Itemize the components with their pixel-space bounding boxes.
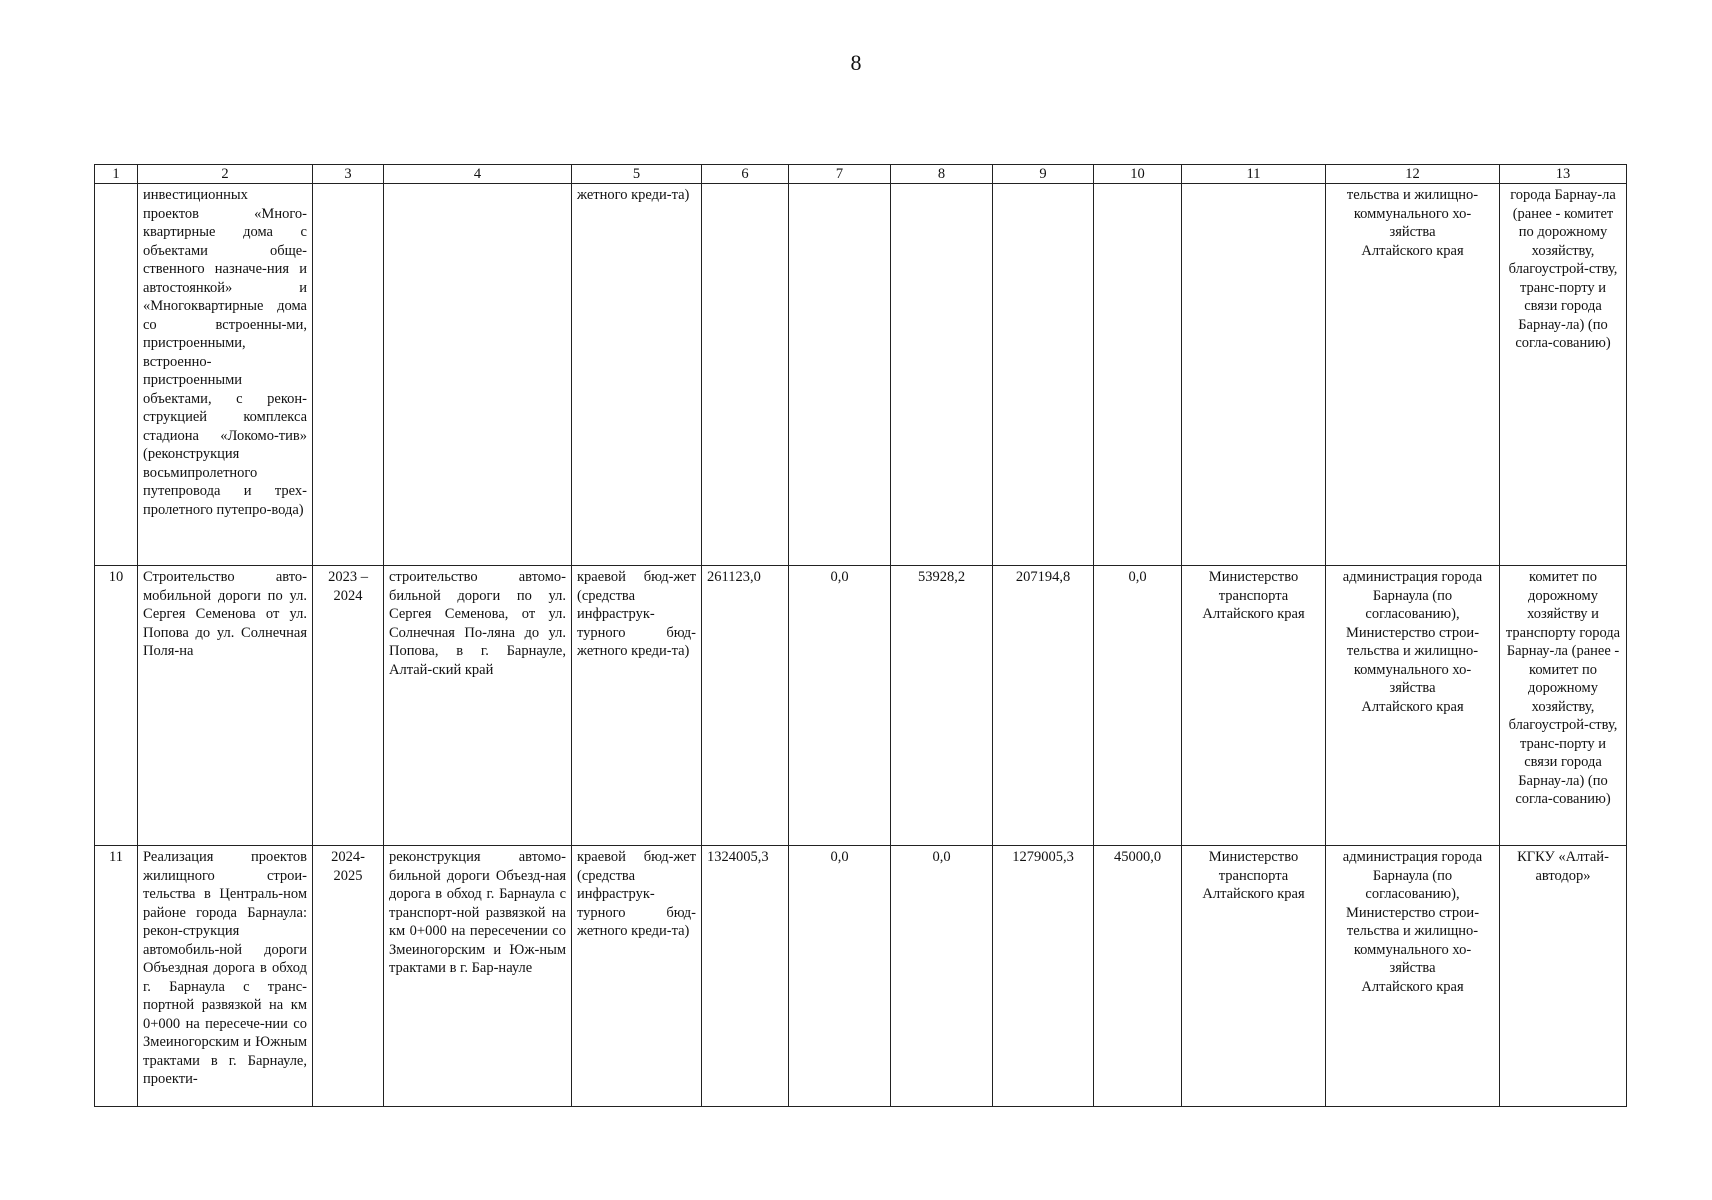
- cell-y2025: [1094, 184, 1182, 566]
- table-row-10: [95, 566, 1627, 846]
- cell-y2023: [891, 184, 993, 566]
- header-col-7: 7: [789, 165, 891, 184]
- header-col-9: 9: [993, 165, 1094, 184]
- header-col-4: 4: [384, 165, 572, 184]
- cell-y2025: 45000,0: [1094, 846, 1182, 1107]
- header-col-13: 13: [1500, 165, 1627, 184]
- cell-y2023: 53928,2: [891, 566, 993, 846]
- program-table: [94, 164, 1627, 1107]
- cell-responsible: [1182, 184, 1326, 566]
- cell-source: краевой бюд-жет (средства инфраструк-турного бюд-жетного креди-та): [572, 846, 702, 1107]
- cell-source: жетного креди-та): [572, 184, 702, 566]
- cell-y2025: 0,0: [1094, 566, 1182, 846]
- table-row-continued: [95, 184, 1627, 566]
- page-number: 8: [850, 50, 862, 75]
- cell-name: Реализация проектов жилищного строи-тельства в Централь-ном районе города Барнаула: рекон-струкция автомобиль-ной дороги Объездная дорога в обход г. Барнаула с транс-портной развязкой на км 0+000 на пересече-нии со Змеиногорским и Южным трактами в г. Барнауле, проекти-: [138, 846, 313, 1107]
- cell-y2022: 0,0: [789, 566, 891, 846]
- header-col-1: 1: [95, 165, 138, 184]
- cell-total: 1324005,3: [702, 846, 789, 1107]
- cell-period: 2023 – 2024: [313, 566, 384, 846]
- cell-y2024: 1279005,3: [993, 846, 1094, 1107]
- cell-total: 261123,0: [702, 566, 789, 846]
- header-col-10: 10: [1094, 165, 1182, 184]
- cell-y2022: 0,0: [789, 846, 891, 1107]
- header-col-12: 12: [1326, 165, 1500, 184]
- header-col-5: 5: [572, 165, 702, 184]
- cell-total: [702, 184, 789, 566]
- header-row: [95, 165, 1627, 184]
- cell-period: [313, 184, 384, 566]
- cell-num: 11: [95, 846, 138, 1107]
- cell-y2023: 0,0: [891, 846, 993, 1107]
- cell-coexecutors: администрация города Барнаула (по согласованию), Министерство строи-тельства и жилищно-коммунального хо-зяйства Алтайского края: [1326, 846, 1500, 1107]
- cell-coexecutors: тельства и жилищно-коммунального хо-зяйства Алтайского края: [1326, 184, 1500, 566]
- cell-description: реконструкция автомо-бильной дороги Объезд-ная дорога в обход г. Барнаула с транспорт-ной развязкой на км 0+000 на пересечении со Змеиногорским и Юж-ным трактами в г. Бар-науле: [384, 846, 572, 1107]
- cell-period: 2024-2025: [313, 846, 384, 1107]
- cell-coexecutors: администрация города Барнаула (по согласованию), Министерство строи-тельства и жилищно-коммунального хо-зяйства Алтайского края: [1326, 566, 1500, 846]
- header-col-2: 2: [138, 165, 313, 184]
- cell-description: [384, 184, 572, 566]
- cell-num: [95, 184, 138, 566]
- cell-participants: города Барнау-ла (ранее - комитет по дорожному хозяйству, благоустрой-ству, транс-порту и связи города Барнау-ла) (по согла-сованию): [1500, 184, 1627, 566]
- header-col-3: 3: [313, 165, 384, 184]
- cell-y2022: [789, 184, 891, 566]
- header-col-11: 11: [1182, 165, 1326, 184]
- cell-name: инвестиционных проектов «Много-квартирные дома с объектами обще-ственного назначе-ния и автостоянкой» и «Многоквартирные дома со встроенны-ми, пристроенными, встроенно-пристроенными объектами, с рекон-струкцией комплекса стадиона «Локомо-тив» (реконструкция восьмипролетного путепровода и трех-пролетного путепро-вода): [138, 184, 313, 566]
- cell-num: 10: [95, 566, 138, 846]
- cell-participants: КГКУ «Алтай-автодор»: [1500, 846, 1627, 1107]
- cell-responsible: Министерство транспорта Алтайского края: [1182, 566, 1326, 846]
- header-col-6: 6: [702, 165, 789, 184]
- cell-description: строительство автомо-бильной дороги по ул. Сергея Семенова, от ул. Солнечная По-ляна до ул. Попова, в г. Барнауле, Алтай-ский край: [384, 566, 572, 846]
- header-col-8: 8: [891, 165, 993, 184]
- cell-y2024: 207194,8: [993, 566, 1094, 846]
- cell-responsible: Министерство транспорта Алтайского края: [1182, 846, 1326, 1107]
- cell-y2024: [993, 184, 1094, 566]
- table-row-11: [95, 846, 1627, 1107]
- cell-participants: комитет по дорожному хозяйству и транспорту города Барнау-ла (ранее - комитет по дорожному хозяйству, благоустрой-ству, транс-порту и связи города Барнау-ла) (по согла-сованию): [1500, 566, 1627, 846]
- cell-name: Строительство авто-мобильной дороги по ул. Сергея Семенова от ул. Попова до ул. Солнечная Поля-на: [138, 566, 313, 846]
- cell-source: краевой бюд-жет (средства инфраструк-турного бюд-жетного креди-та): [572, 566, 702, 846]
